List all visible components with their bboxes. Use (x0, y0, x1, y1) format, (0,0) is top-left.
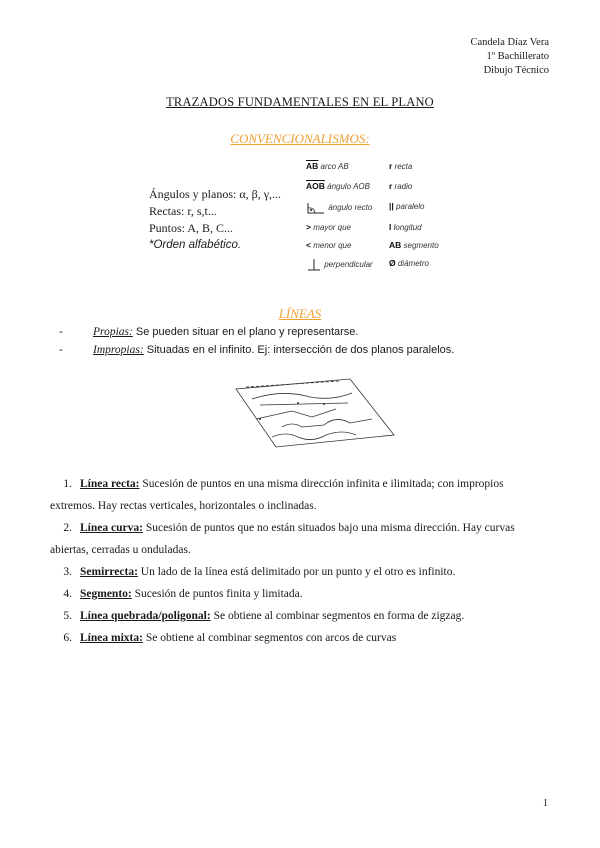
right-angle-icon (306, 201, 326, 215)
list-text: Sucesión de puntos en una misma dirección infinita e ilimitada; con impropios extremos. Hay rectas verticales, horizontales o inclinadas. (50, 478, 504, 512)
bullet-term: Impropias: (93, 344, 144, 356)
symbol-glyph: $\overline{AOB}$ (306, 181, 325, 191)
symbol-label: diámetro (397, 259, 429, 268)
list-text: Un lado de la línea está delimitado por un punto y el otro es infinito. (137, 566, 456, 578)
plane-lines-diagram (232, 375, 398, 451)
symbol-row (389, 258, 429, 268)
symbol-row (306, 240, 351, 250)
lineas-heading: LÍNEAS (278, 306, 322, 321)
symbol-label: ángulo recto (328, 203, 373, 213)
alphabetical-note: *Orden alfabético. (149, 239, 242, 251)
list-text: Sucesión de puntos que no están situados bajo una misma dirección. Hay curvas abiertas, cerradas u onduladas. (50, 522, 515, 556)
symbol-glyph: l (389, 222, 392, 232)
document-header (470, 36, 549, 78)
list-text: Se obtiene al combinar segmentos en forma de zigzag. (210, 610, 465, 622)
convention-line: Rectas: r, s,t... (149, 204, 217, 218)
symbol-glyph: r (389, 181, 393, 191)
symbol-label: paralelo (396, 202, 425, 211)
list-number: 2. (63, 522, 72, 534)
symbol-label: radio (394, 182, 413, 191)
perpendicular-icon (306, 258, 322, 272)
symbol-label: longitud (393, 223, 422, 232)
symbol-row (389, 201, 424, 211)
symbol-glyph: > (306, 222, 311, 232)
list-item (50, 627, 550, 649)
list-number: 3. (63, 566, 72, 578)
symbol-label: mayor que (313, 223, 351, 232)
list-number: 4. (63, 588, 72, 600)
list-item: - Impropias: Situadas en el infinito. Ej: intersección de dos planos paralelos. (59, 344, 455, 356)
symbol-row (306, 181, 370, 191)
list-term: Segmento: (80, 588, 132, 600)
symbol-glyph: $\overline{AB}$ (306, 161, 319, 171)
convention-line: Ángulos y planos: α, β, γ,... (149, 187, 282, 201)
symbol-glyph: < (306, 240, 311, 250)
convencionalismos-heading: CONVENCIONALISMOS: (230, 131, 370, 146)
symbol-label: recta (394, 162, 413, 171)
symbol-label: segmento (403, 241, 439, 250)
symbol-row (389, 240, 439, 250)
symbol-row (306, 201, 372, 215)
convention-line: Puntos: A, B, C... (149, 221, 234, 235)
list-term: Semirrecta: (80, 566, 138, 578)
list-item (50, 583, 550, 605)
list-term: Línea recta: (80, 478, 140, 490)
page-title: TRAZADOS FUNDAMENTALES EN EL PLANO (166, 95, 434, 109)
bullet-text: Situadas en el infinito. Ej: intersección de dos planos paralelos. (143, 344, 455, 356)
list-term: Línea quebrada/poligonal: (80, 610, 211, 622)
convencionalismos-list (149, 186, 281, 254)
symbol-row (389, 222, 422, 232)
line-types-list (50, 473, 550, 649)
course-name: 1º Bachillerato (486, 51, 549, 62)
lineas-bullets (59, 323, 454, 359)
symbol-row (389, 161, 412, 171)
list-item (50, 517, 550, 561)
author-name: Candela Díaz Vera (470, 37, 549, 48)
list-text: Sucesión de puntos finita y limitada. (131, 588, 303, 600)
symbol-row (306, 222, 351, 232)
symbol-label: arco AB (320, 162, 349, 171)
symbol-label: ángulo AOB (327, 182, 370, 191)
list-term: Línea mixta: (80, 632, 143, 644)
bullet-term: Propias: (93, 326, 133, 338)
list-item (50, 561, 550, 583)
list-text: Se obtiene al combinar segmentos con arcos de curvas (142, 632, 397, 644)
symbol-row (306, 161, 349, 171)
list-number: 5. (63, 610, 72, 622)
list-number: 1. (63, 478, 72, 490)
symbol-label: perpendicular (324, 260, 373, 270)
list-item: - Propias: Se pueden situar en el plano y representarse. (59, 326, 359, 338)
symbol-glyph: || (389, 201, 394, 211)
list-item (50, 605, 550, 627)
list-term: Línea curva: (80, 522, 143, 534)
page-number: 1 (543, 798, 548, 809)
symbol-glyph: Ø (389, 258, 396, 268)
subject-name: Dibujo Técnico (483, 65, 549, 76)
symbol-glyph: r (389, 161, 393, 171)
symbol-row (306, 258, 373, 272)
symbol-row (389, 181, 412, 191)
symbol-glyph: AB (389, 240, 402, 250)
symbol-label: menor que (313, 241, 352, 250)
list-item (50, 473, 550, 517)
bullet-text: Se pueden situar en el plano y representarse. (132, 326, 359, 338)
list-number: 6. (63, 632, 72, 644)
